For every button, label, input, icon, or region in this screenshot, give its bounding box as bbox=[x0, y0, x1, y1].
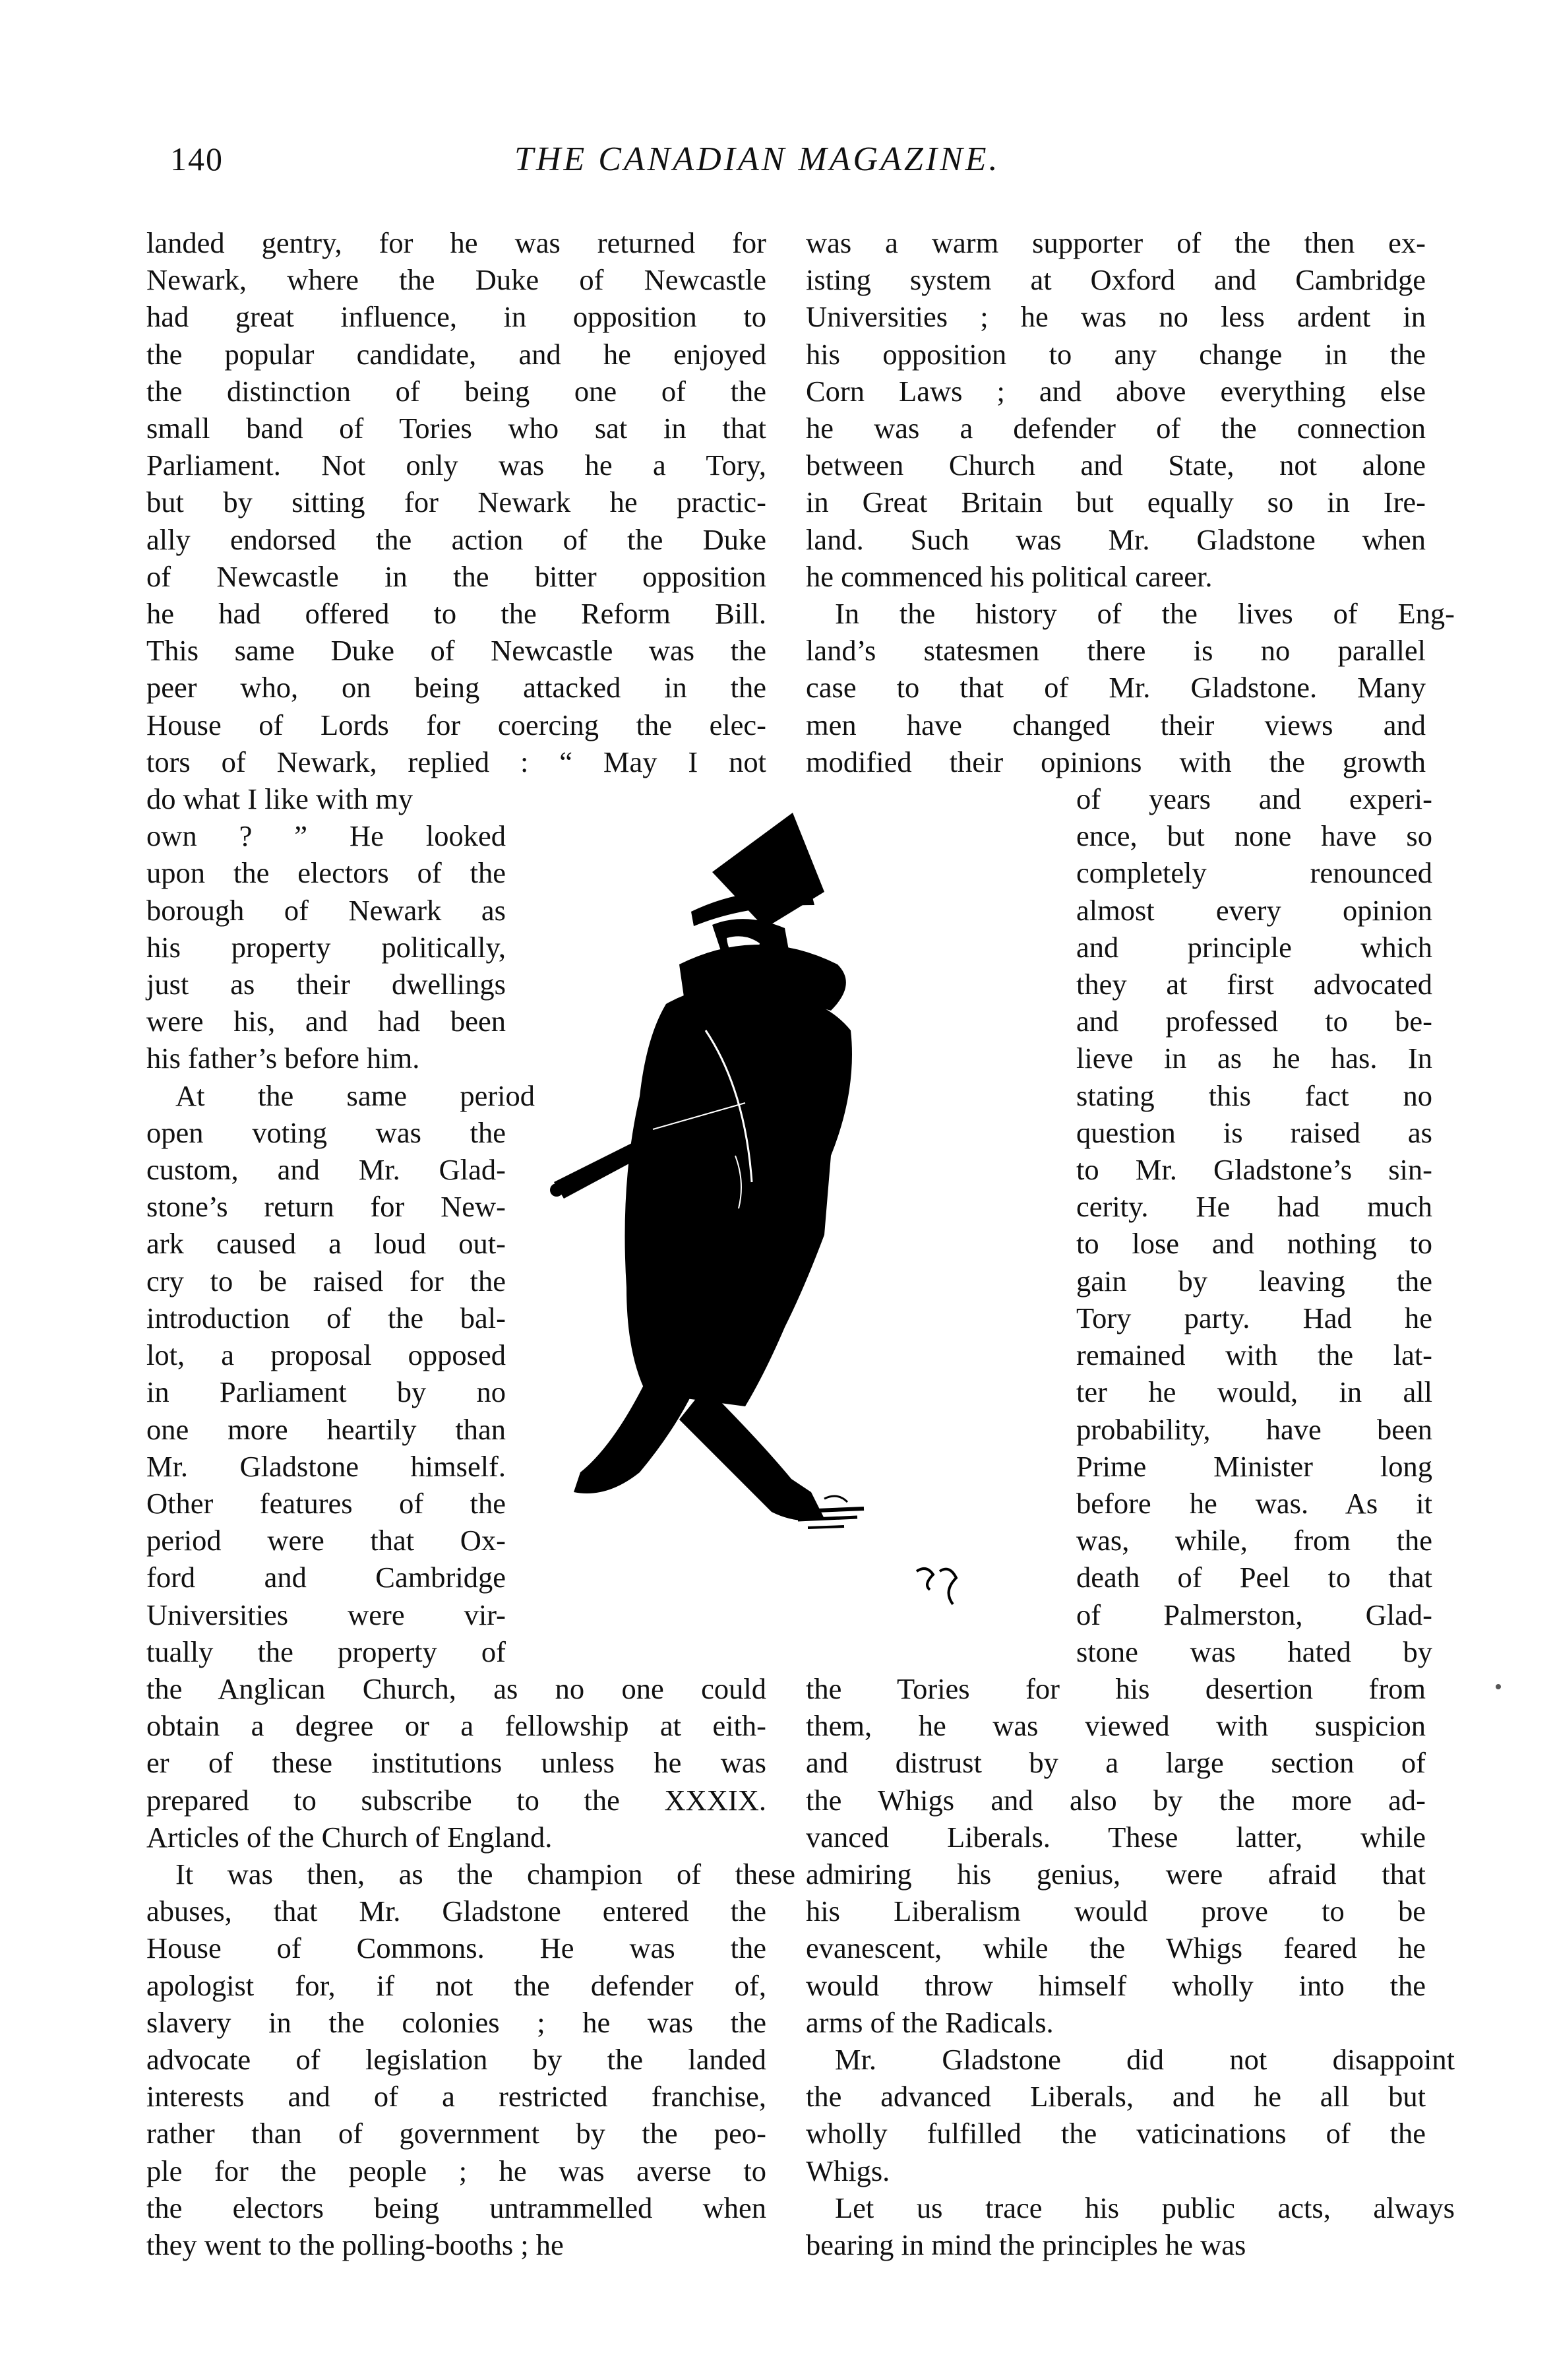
text-line: modified their opinions with the growth bbox=[806, 745, 1426, 778]
text-line: to lose and nothing to bbox=[1076, 1227, 1432, 1261]
text-line: and professed to be- bbox=[1076, 1005, 1432, 1038]
text-line: land. Such was Mr. Gladstone when bbox=[806, 522, 1426, 556]
text-line: the advanced Liberals, and he all but bbox=[806, 2080, 1426, 2114]
text-line: ally endorsed the action of the Duke bbox=[146, 522, 766, 556]
text-line: Universities ; he was no less ardent in bbox=[806, 300, 1426, 334]
text-line: tors of Newark, replied : “ May I not bbox=[146, 745, 766, 778]
text-line: ence, but none have so bbox=[1076, 819, 1432, 853]
text-line: was a warm supporter of the then ex- bbox=[806, 226, 1426, 259]
text-line: stating this fact no bbox=[1076, 1079, 1432, 1112]
text-line: they went to the polling-booths ; he bbox=[146, 2228, 564, 2261]
text-line: to Mr. Gladstone’s sin- bbox=[1076, 1153, 1432, 1187]
text-line: just as their dwellings bbox=[146, 968, 506, 1001]
silhouette-walking-man-icon bbox=[547, 813, 1049, 1644]
text-line: of Palmerston, Glad- bbox=[1076, 1598, 1432, 1631]
text-line: custom, and Mr. Glad- bbox=[146, 1153, 506, 1187]
text-line: the Anglican Church, as no one could bbox=[146, 1672, 766, 1705]
text-line: they at first advocated bbox=[1076, 968, 1432, 1001]
text-line: Universities were vir- bbox=[146, 1598, 506, 1631]
stray-ink-dot bbox=[1496, 1684, 1501, 1689]
text-line: tually the property of bbox=[146, 1635, 506, 1668]
text-line: stone’s return for New- bbox=[146, 1190, 506, 1224]
text-line: completely renounced bbox=[1076, 856, 1432, 890]
text-line: ark caused a loud out- bbox=[146, 1227, 506, 1261]
text-line: Mr. Gladstone did not disappoint bbox=[835, 2042, 1455, 2076]
page-header bbox=[0, 140, 1555, 193]
text-line: land’s statesmen there is no parallel bbox=[806, 634, 1426, 668]
page-number: 140 bbox=[170, 141, 224, 177]
text-line: and distrust by a large section of bbox=[806, 1746, 1426, 1780]
text-line: obtain a degree or a fellowship at eith- bbox=[146, 1709, 766, 1743]
text-line: ter he would, in all bbox=[1076, 1375, 1432, 1409]
text-line: between Church and State, not alone bbox=[806, 449, 1426, 482]
text-line: small band of Tories who sat in that bbox=[146, 412, 766, 445]
text-line: his opposition to any change in the bbox=[806, 337, 1426, 371]
text-line: upon the electors of the bbox=[146, 856, 506, 890]
text-line: the Tories for his desertion from bbox=[806, 1672, 1426, 1705]
text-line: Whigs. bbox=[806, 2154, 890, 2187]
text-line: lot, a proposal opposed bbox=[146, 1338, 506, 1372]
text-line: his father’s before him. bbox=[146, 1042, 420, 1075]
text-line: the distinction of being one of the bbox=[146, 374, 766, 408]
text-line: open voting was the bbox=[146, 1115, 506, 1149]
text-line: gain by leaving the bbox=[1076, 1264, 1432, 1298]
text-line: the electors being untrammelled when bbox=[146, 2191, 766, 2224]
text-line: his property politically, bbox=[146, 930, 506, 964]
text-line: remained with the lat- bbox=[1076, 1338, 1432, 1372]
text-line: them, he was viewed with suspicion bbox=[806, 1709, 1426, 1743]
text-line: vanced Liberals. These latter, while bbox=[806, 1820, 1426, 1854]
text-line: House of Lords for coercing the elec- bbox=[146, 708, 766, 741]
text-line: own ? ” He looked bbox=[146, 819, 506, 853]
running-title: THE CANADIAN MAGAZINE. bbox=[514, 141, 1000, 178]
text-line: Tory party. Had he bbox=[1076, 1301, 1432, 1334]
text-line: of Newcastle in the bitter opposition bbox=[146, 559, 766, 593]
text-line: advocate of legislation by the landed bbox=[146, 2042, 766, 2076]
text-line: but by sitting for Newark he practic- bbox=[146, 485, 766, 519]
text-line: and principle which bbox=[1076, 930, 1432, 964]
text-line: prepared to subscribe to the XXXIX. bbox=[146, 1783, 766, 1817]
text-line: landed gentry, for he was returned for bbox=[146, 226, 766, 259]
text-line: ford and Cambridge bbox=[146, 1561, 506, 1594]
text-line: interests and of a restricted franchise, bbox=[146, 2080, 766, 2114]
text-line: do what I like with my bbox=[146, 782, 413, 816]
text-line: men have changed their views and bbox=[806, 708, 1426, 741]
text-line: peer who, on being attacked in the bbox=[146, 671, 766, 705]
text-line: wholly fulfilled the vaticinations of the bbox=[806, 2117, 1426, 2150]
text-line: were his, and had been bbox=[146, 1005, 506, 1038]
text-line: isting system at Oxford and Cambridge bbox=[806, 263, 1426, 297]
text-line: bearing in mind the principles he was bbox=[806, 2228, 1246, 2261]
text-line: in Great Britain but equally so in Ire- bbox=[806, 485, 1426, 519]
text-line: At the same period bbox=[175, 1079, 535, 1112]
text-line: period were that Ox- bbox=[146, 1524, 506, 1557]
text-line: lieve in as he has. In bbox=[1076, 1042, 1432, 1075]
text-line: death of Peel to that bbox=[1076, 1561, 1432, 1594]
text-line: apologist for, if not the defender of, bbox=[146, 1968, 766, 2002]
text-line: had great influence, in opposition to bbox=[146, 300, 766, 334]
text-line: the Whigs and also by the more ad- bbox=[806, 1783, 1426, 1817]
text-line: before he was. As it bbox=[1076, 1486, 1432, 1520]
text-line: Prime Minister long bbox=[1076, 1449, 1432, 1483]
text-line: introduction of the bal- bbox=[146, 1301, 506, 1334]
text-line: It was then, as the champion of these bbox=[175, 1857, 795, 1891]
text-line: his Liberalism would prove to be bbox=[806, 1895, 1426, 1928]
text-line: Parliament. Not only was he a Tory, bbox=[146, 449, 766, 482]
text-line: slavery in the colonies ; he was the bbox=[146, 2005, 766, 2039]
text-line: Let us trace his public acts, always bbox=[835, 2191, 1455, 2224]
text-line: Corn Laws ; and above everything else bbox=[806, 374, 1426, 408]
text-line: he commenced his political career. bbox=[806, 559, 1213, 593]
text-line: case to that of Mr. Gladstone. Many bbox=[806, 671, 1426, 705]
text-line: Other features of the bbox=[146, 1486, 506, 1520]
text-line: he was a defender of the connection bbox=[806, 412, 1426, 445]
text-line: stone was hated by bbox=[1076, 1635, 1432, 1668]
text-line: probability, have been bbox=[1076, 1412, 1432, 1446]
text-line: This same Duke of Newcastle was the bbox=[146, 634, 766, 668]
text-line: question is raised as bbox=[1076, 1115, 1432, 1149]
text-line: Mr. Gladstone himself. bbox=[146, 1449, 506, 1483]
text-line: the popular candidate, and he enjoyed bbox=[146, 337, 766, 371]
text-line: almost every opinion bbox=[1076, 893, 1432, 927]
text-line: evanescent, while the Whigs feared he bbox=[806, 1931, 1426, 1965]
text-line: ple for the people ; he was averse to bbox=[146, 2154, 766, 2187]
text-line: he had offered to the Reform Bill. bbox=[146, 597, 766, 631]
text-line: abuses, that Mr. Gladstone entered the bbox=[146, 1895, 766, 1928]
text-line: cry to be raised for the bbox=[146, 1264, 506, 1298]
text-line: In the history of the lives of Eng- bbox=[835, 597, 1455, 631]
text-line: one more heartily than bbox=[146, 1412, 506, 1446]
text-line: arms of the Radicals. bbox=[806, 2005, 1054, 2039]
text-line: Newark, where the Duke of Newcastle bbox=[146, 263, 766, 297]
text-line: House of Commons. He was the bbox=[146, 1931, 766, 1965]
text-line: in Parliament by no bbox=[146, 1375, 506, 1409]
text-line: of years and experi- bbox=[1076, 782, 1432, 816]
text-line: Articles of the Church of England. bbox=[146, 1820, 553, 1854]
text-line: borough of Newark as bbox=[146, 893, 506, 927]
text-line: admiring his genius, were afraid that bbox=[806, 1857, 1426, 1891]
text-line: cerity. He had much bbox=[1076, 1190, 1432, 1224]
text-line: er of these institutions unless he was bbox=[146, 1746, 766, 1780]
text-line: rather than of government by the peo- bbox=[146, 2117, 766, 2150]
text-line: was, while, from the bbox=[1076, 1524, 1432, 1557]
text-line: would throw himself wholly into the bbox=[806, 1968, 1426, 2002]
